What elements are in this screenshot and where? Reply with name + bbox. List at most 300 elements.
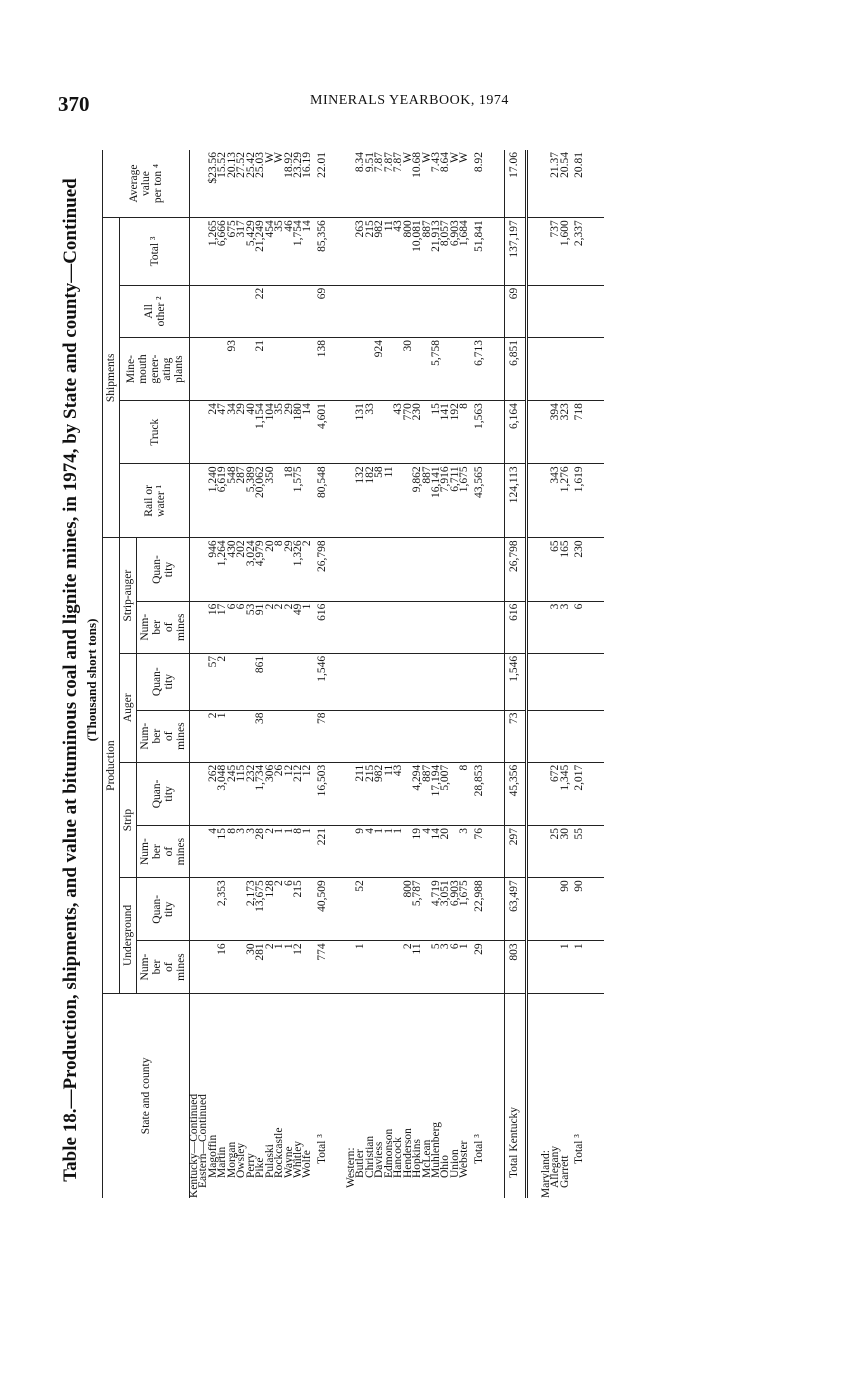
table-cell bbox=[570, 653, 590, 710]
table-cell: 35 bbox=[275, 401, 284, 464]
table-cell: 2,337 bbox=[570, 218, 590, 286]
table-cell bbox=[294, 338, 303, 401]
table-cell: 128 bbox=[266, 878, 275, 941]
table-cell: 2 bbox=[266, 601, 275, 653]
table-cell: 6 bbox=[228, 601, 237, 653]
table-cell: 3 bbox=[237, 825, 246, 877]
table-cell: 3,051 bbox=[441, 878, 450, 941]
table-cell: 202 bbox=[237, 538, 246, 601]
table-cell bbox=[570, 710, 590, 762]
table-cell: 182 bbox=[366, 464, 375, 538]
table-cell: 1,600 bbox=[561, 218, 570, 286]
table-cell bbox=[228, 878, 237, 941]
table-cell bbox=[385, 878, 394, 941]
row-label: Owsley bbox=[235, 1142, 248, 1178]
table-cell: 6,164 bbox=[504, 401, 526, 464]
table-row bbox=[441, 150, 450, 1198]
table-cell bbox=[266, 653, 275, 710]
table-cell bbox=[228, 710, 237, 762]
table-cell: 91 bbox=[256, 601, 265, 653]
table-cell: 7.43 bbox=[432, 150, 441, 218]
table-cell: 1 bbox=[375, 825, 384, 877]
table-row bbox=[413, 150, 422, 1198]
table-cell: 982 bbox=[375, 762, 384, 825]
table-cell: 1 bbox=[218, 710, 227, 762]
table-cell bbox=[190, 464, 200, 538]
table-cell: 982 bbox=[375, 218, 384, 286]
row-label: Perry bbox=[244, 1153, 257, 1178]
table-row bbox=[209, 150, 218, 1198]
row-label: Butler bbox=[354, 1149, 367, 1178]
table-cell: 262 bbox=[209, 762, 218, 825]
table-cell: 6,711 bbox=[451, 464, 460, 538]
table-cell: 887 bbox=[423, 218, 432, 286]
table-cell: 20.81 bbox=[570, 150, 590, 218]
table-cell: 33 bbox=[366, 401, 375, 464]
table-cell: 29 bbox=[285, 538, 294, 601]
table-cell bbox=[347, 710, 356, 762]
table-cell: 43 bbox=[394, 762, 403, 825]
table-cell: 887 bbox=[423, 464, 432, 538]
table-cell bbox=[356, 601, 365, 653]
header-strip: Strip bbox=[120, 762, 137, 877]
table-cell: 616 bbox=[313, 601, 333, 653]
table-cell bbox=[275, 285, 284, 337]
table-cell: 6,903 bbox=[451, 878, 460, 941]
table-cell: 212 bbox=[294, 762, 303, 825]
table-cell: 16 bbox=[218, 941, 227, 993]
table-cell: 616 bbox=[504, 601, 526, 653]
table-cell: 192 bbox=[451, 401, 460, 464]
table-cell: W bbox=[266, 150, 275, 218]
table-cell bbox=[285, 653, 294, 710]
table-cell bbox=[441, 653, 450, 710]
table-cell bbox=[303, 941, 312, 993]
table-cell: 1,264 bbox=[218, 538, 227, 601]
table-cell: 24 bbox=[209, 401, 218, 464]
table-cell: 8,057 bbox=[441, 218, 450, 286]
table-cell: 317 bbox=[237, 218, 246, 286]
table-cell: 1,240 bbox=[209, 464, 218, 538]
table-cell: 17 bbox=[218, 601, 227, 653]
header-average-value: Average value per ton ⁴ bbox=[103, 150, 190, 218]
table-cell bbox=[266, 338, 275, 401]
table-cell: 22,988 bbox=[470, 878, 490, 941]
table-cell: 19 bbox=[413, 825, 422, 877]
table-cell bbox=[423, 710, 432, 762]
table-cell bbox=[303, 878, 312, 941]
table-cell bbox=[460, 285, 469, 337]
table-cell bbox=[432, 653, 441, 710]
table-cell bbox=[294, 710, 303, 762]
table-cell bbox=[375, 401, 384, 464]
table-cell: 137,197 bbox=[504, 218, 526, 286]
header-strip-auger: Strip-auger bbox=[120, 538, 137, 653]
table-cell bbox=[190, 285, 200, 337]
table-cell bbox=[460, 601, 469, 653]
row-label: Henderson bbox=[401, 1128, 414, 1178]
table-cell: 5,389 bbox=[247, 464, 256, 538]
table-cell: 4,979 bbox=[256, 538, 265, 601]
table-cell bbox=[394, 538, 403, 601]
table-cell bbox=[404, 710, 413, 762]
row-label: Maryland: bbox=[539, 1150, 552, 1198]
table-cell: 20,062 bbox=[256, 464, 265, 538]
table-cell: 221 bbox=[313, 825, 333, 877]
table-cell: 76 bbox=[470, 825, 490, 877]
table-cell: 16,141 bbox=[432, 464, 441, 538]
table-cell: 306 bbox=[266, 762, 275, 825]
table-cell: W bbox=[451, 150, 460, 218]
table-cell: 1,546 bbox=[313, 653, 333, 710]
table-row bbox=[294, 150, 303, 1198]
table-cell: 132 bbox=[356, 464, 365, 538]
table-cell: 8 bbox=[460, 401, 469, 464]
table-cell: 49 bbox=[294, 601, 303, 653]
table-cell: 8.34 bbox=[356, 150, 365, 218]
table-cell bbox=[385, 653, 394, 710]
table-cell bbox=[561, 285, 570, 337]
header-quantity: Quan- tity bbox=[137, 878, 190, 941]
table-cell bbox=[356, 338, 365, 401]
header-state-county: State and county bbox=[103, 993, 190, 1198]
table-cell: 6 bbox=[570, 601, 590, 653]
table-cell: 2 bbox=[218, 653, 227, 710]
table-cell bbox=[470, 710, 490, 762]
table-cell bbox=[237, 653, 246, 710]
table-cell: 1,734 bbox=[256, 762, 265, 825]
table-row bbox=[385, 150, 394, 1198]
table-cell: 26,798 bbox=[313, 538, 333, 601]
table-cell bbox=[366, 538, 375, 601]
table-cell bbox=[394, 653, 403, 710]
header-quantity: Quan- tity bbox=[137, 538, 190, 601]
table-cell: 25.42 bbox=[247, 150, 256, 218]
table-cell: 22 bbox=[256, 285, 265, 337]
table-cell: 25.03 bbox=[256, 150, 265, 218]
table-cell: 2 bbox=[275, 878, 284, 941]
table-cell bbox=[385, 601, 394, 653]
table-cell: 2 bbox=[209, 710, 218, 762]
table-cell bbox=[190, 401, 200, 464]
table-cell bbox=[423, 601, 432, 653]
table-cell: 38 bbox=[256, 710, 265, 762]
table-cell: 124,113 bbox=[504, 464, 526, 538]
table-cell: 1,754 bbox=[294, 218, 303, 286]
table-cell: 12 bbox=[303, 762, 312, 825]
running-title: MINERALS YEARBOOK, 1974 bbox=[310, 93, 509, 108]
table-cell: 774 bbox=[313, 941, 333, 993]
table-cell: 47 bbox=[218, 401, 227, 464]
table-cell: 69 bbox=[313, 285, 333, 337]
header-minemouth: Mine- mouth gener- ating plants bbox=[120, 338, 190, 401]
table-cell: 29 bbox=[470, 941, 490, 993]
table-cell bbox=[441, 338, 450, 401]
table-cell: 30 bbox=[561, 825, 570, 877]
table-row bbox=[404, 150, 413, 1198]
table-cell bbox=[190, 338, 200, 401]
table-cell bbox=[366, 653, 375, 710]
table-cell: 5,758 bbox=[432, 338, 441, 401]
table-cell bbox=[394, 464, 403, 538]
table-cell bbox=[190, 878, 200, 941]
table-cell: 23.29 bbox=[294, 150, 303, 218]
table-row bbox=[256, 150, 265, 1198]
table-cell bbox=[347, 538, 356, 601]
table-cell bbox=[209, 285, 218, 337]
table-cell: 230 bbox=[570, 538, 590, 601]
table-row bbox=[570, 150, 590, 1198]
table-cell: 18 bbox=[285, 464, 294, 538]
table-cell: 4,294 bbox=[413, 762, 422, 825]
table-cell: 1,345 bbox=[561, 762, 570, 825]
table-cell bbox=[451, 338, 460, 401]
table-cell bbox=[441, 710, 450, 762]
table-cell bbox=[190, 218, 200, 286]
table-cell: 1 bbox=[303, 601, 312, 653]
table-cell: 6,903 bbox=[451, 218, 460, 286]
row-label: Eastern—Continued bbox=[197, 1094, 210, 1188]
table-cell: 4 bbox=[366, 825, 375, 877]
table-cell: 14 bbox=[303, 401, 312, 464]
table-cell: 7,916 bbox=[441, 464, 450, 538]
table-cell: 1 bbox=[303, 825, 312, 877]
table-cell bbox=[366, 941, 375, 993]
table-cell: W bbox=[275, 150, 284, 218]
table-cell bbox=[275, 710, 284, 762]
table-row bbox=[366, 150, 375, 1198]
row-label: Western: bbox=[344, 1147, 357, 1188]
table-cell: 7.87 bbox=[394, 150, 403, 218]
table-cell: 8.64 bbox=[441, 150, 450, 218]
table-cell: 5 bbox=[432, 941, 441, 993]
table-cell: 1,675 bbox=[460, 878, 469, 941]
table-cell bbox=[404, 653, 413, 710]
table-cell: 17.06 bbox=[504, 150, 526, 218]
table-cell: 1,684 bbox=[460, 218, 469, 286]
table-cell: 7.87 bbox=[375, 150, 384, 218]
table-cell: 43 bbox=[394, 401, 403, 464]
table-cell: 215 bbox=[294, 878, 303, 941]
table-cell: 51,841 bbox=[470, 218, 490, 286]
table-cell: 138 bbox=[313, 338, 333, 401]
row-label: Garrett bbox=[558, 1155, 571, 1188]
table-cell: 10,081 bbox=[413, 218, 422, 286]
table-cell: 28,853 bbox=[470, 762, 490, 825]
table-cell: 2 bbox=[266, 825, 275, 877]
table-row bbox=[394, 150, 403, 1198]
table-cell bbox=[561, 653, 570, 710]
table-cell: 73 bbox=[504, 710, 526, 762]
row-label: Total ³ bbox=[473, 1134, 486, 1164]
table-cell bbox=[190, 825, 200, 877]
table-cell: 21,913 bbox=[432, 218, 441, 286]
table-cell: 28 bbox=[256, 825, 265, 877]
table-cell bbox=[423, 538, 432, 601]
table-cell bbox=[413, 653, 422, 710]
table-cell: 85,356 bbox=[313, 218, 333, 286]
row-label: Edmonson bbox=[382, 1128, 395, 1178]
table-cell: 58 bbox=[375, 464, 384, 538]
table-cell bbox=[551, 338, 560, 401]
table-row bbox=[423, 150, 432, 1198]
table-cell: 11 bbox=[385, 464, 394, 538]
row-label: Total ³ bbox=[573, 1134, 586, 1164]
table-cell: 1 bbox=[460, 941, 469, 993]
table-cell bbox=[385, 538, 394, 601]
table-cell bbox=[451, 285, 460, 337]
page-number: 370 bbox=[58, 92, 90, 116]
table-cell bbox=[451, 762, 460, 825]
table-cell: 93 bbox=[228, 338, 237, 401]
table-cell bbox=[356, 285, 365, 337]
table-row bbox=[313, 150, 333, 1198]
table-cell: 40 bbox=[247, 401, 256, 464]
table-cell: 6 bbox=[451, 941, 460, 993]
table-cell: 215 bbox=[366, 762, 375, 825]
table-cell bbox=[237, 338, 246, 401]
header-num-mines: Num- ber of mines bbox=[137, 710, 190, 762]
table-cell bbox=[542, 710, 551, 762]
header-truck: Truck bbox=[120, 401, 190, 464]
row-label: Morgan bbox=[225, 1141, 238, 1178]
table-cell bbox=[285, 338, 294, 401]
table-cell bbox=[303, 464, 312, 538]
table-cell: 8.92 bbox=[470, 150, 490, 218]
row-label: Rockcastle bbox=[273, 1127, 286, 1178]
header-num-mines: Num- ber of mines bbox=[137, 825, 190, 877]
table-cell bbox=[375, 941, 384, 993]
table-row bbox=[228, 150, 237, 1198]
table-cell: 245 bbox=[228, 762, 237, 825]
table-cell: 46 bbox=[285, 218, 294, 286]
table-cell bbox=[451, 653, 460, 710]
table-cell: 800 bbox=[404, 218, 413, 286]
table-cell bbox=[356, 538, 365, 601]
header-underground: Underground bbox=[120, 878, 137, 993]
table-cell: 946 bbox=[209, 538, 218, 601]
table-row bbox=[218, 150, 227, 1198]
table-cell: 34 bbox=[228, 401, 237, 464]
row-label: Whitley bbox=[291, 1140, 304, 1178]
table-cell: 2,017 bbox=[570, 762, 590, 825]
table-cell: 548 bbox=[228, 464, 237, 538]
table-cell: 1,276 bbox=[561, 464, 570, 538]
table-row bbox=[237, 150, 246, 1198]
table-cell: 215 bbox=[366, 218, 375, 286]
table-row bbox=[375, 150, 384, 1198]
table-cell: 211 bbox=[356, 762, 365, 825]
table-cell bbox=[190, 150, 200, 218]
table-cell bbox=[432, 538, 441, 601]
table-cell bbox=[413, 710, 422, 762]
table-cell: 21.37 bbox=[551, 150, 560, 218]
row-label: Christian bbox=[363, 1135, 376, 1178]
table-cell bbox=[366, 285, 375, 337]
table-cell bbox=[542, 878, 551, 941]
table-cell: 2 bbox=[266, 941, 275, 993]
table-cell bbox=[542, 338, 551, 401]
table-cell bbox=[413, 285, 422, 337]
table-cell: 15 bbox=[432, 401, 441, 464]
table-title: Table 18.—Production, shipments, and value at bituminous coal and lignite mines, in 1974, by State and county—Continued bbox=[60, 178, 81, 1182]
table-cell: 454 bbox=[266, 218, 275, 286]
table-cell bbox=[413, 338, 422, 401]
table-cell bbox=[394, 601, 403, 653]
table-cell: W bbox=[423, 150, 432, 218]
table-cell bbox=[441, 285, 450, 337]
table-row bbox=[266, 150, 275, 1198]
header-shipments: Shipments bbox=[103, 218, 120, 538]
table-cell: 55 bbox=[570, 825, 590, 877]
table-row bbox=[285, 150, 294, 1198]
header-total: Total ³ bbox=[120, 218, 190, 286]
table-cell: 165 bbox=[561, 538, 570, 601]
table-cell: 20 bbox=[441, 825, 450, 877]
table-cell: W bbox=[404, 150, 413, 218]
table-row bbox=[247, 150, 256, 1198]
table-row bbox=[347, 150, 356, 1198]
table-cell: 430 bbox=[228, 538, 237, 601]
spacer-row bbox=[490, 150, 505, 1198]
table-cell bbox=[347, 338, 356, 401]
table-cell: 1 bbox=[285, 825, 294, 877]
table-row bbox=[470, 150, 490, 1198]
table-cell bbox=[561, 710, 570, 762]
table-cell bbox=[356, 653, 365, 710]
table-cell: 232 bbox=[247, 762, 256, 825]
table-cell: 5,429 bbox=[247, 218, 256, 286]
table-cell bbox=[190, 538, 200, 601]
table-cell bbox=[394, 710, 403, 762]
table-cell: 1,675 bbox=[460, 464, 469, 538]
table-row bbox=[303, 150, 312, 1198]
table-cell: 29 bbox=[237, 401, 246, 464]
table-cell: 2 bbox=[303, 538, 312, 601]
row-label: McLean bbox=[420, 1139, 433, 1178]
table-cell bbox=[404, 285, 413, 337]
table-cell: 770 bbox=[404, 401, 413, 464]
table-row bbox=[460, 150, 469, 1198]
table-cell: 13,675 bbox=[256, 878, 265, 941]
row-label: Allegany bbox=[549, 1145, 562, 1188]
table-cell: 21 bbox=[256, 338, 265, 401]
table-cell bbox=[470, 285, 490, 337]
table-cell: 8 bbox=[275, 538, 284, 601]
table-cell: 2 bbox=[285, 601, 294, 653]
table-cell: 20.13 bbox=[228, 150, 237, 218]
table-cell: 4,719 bbox=[432, 878, 441, 941]
header-num-mines: Num- ber of mines bbox=[137, 941, 190, 993]
table-cell bbox=[460, 538, 469, 601]
table-cell: 21,249 bbox=[256, 218, 265, 286]
data-table bbox=[102, 150, 604, 1198]
table-cell bbox=[356, 710, 365, 762]
table-cell bbox=[570, 338, 590, 401]
table-cell: 14 bbox=[303, 218, 312, 286]
table-cell bbox=[199, 941, 208, 993]
table-cell bbox=[294, 285, 303, 337]
table-cell: 17,194 bbox=[432, 762, 441, 825]
table-cell bbox=[432, 710, 441, 762]
row-label: Wayne bbox=[282, 1146, 295, 1178]
table-cell: 6,666 bbox=[218, 218, 227, 286]
table-cell: 675 bbox=[228, 218, 237, 286]
table-cell bbox=[551, 710, 560, 762]
table-cell: 3,048 bbox=[218, 762, 227, 825]
table-cell: 26 bbox=[275, 762, 284, 825]
table-cell: 63,497 bbox=[504, 878, 526, 941]
